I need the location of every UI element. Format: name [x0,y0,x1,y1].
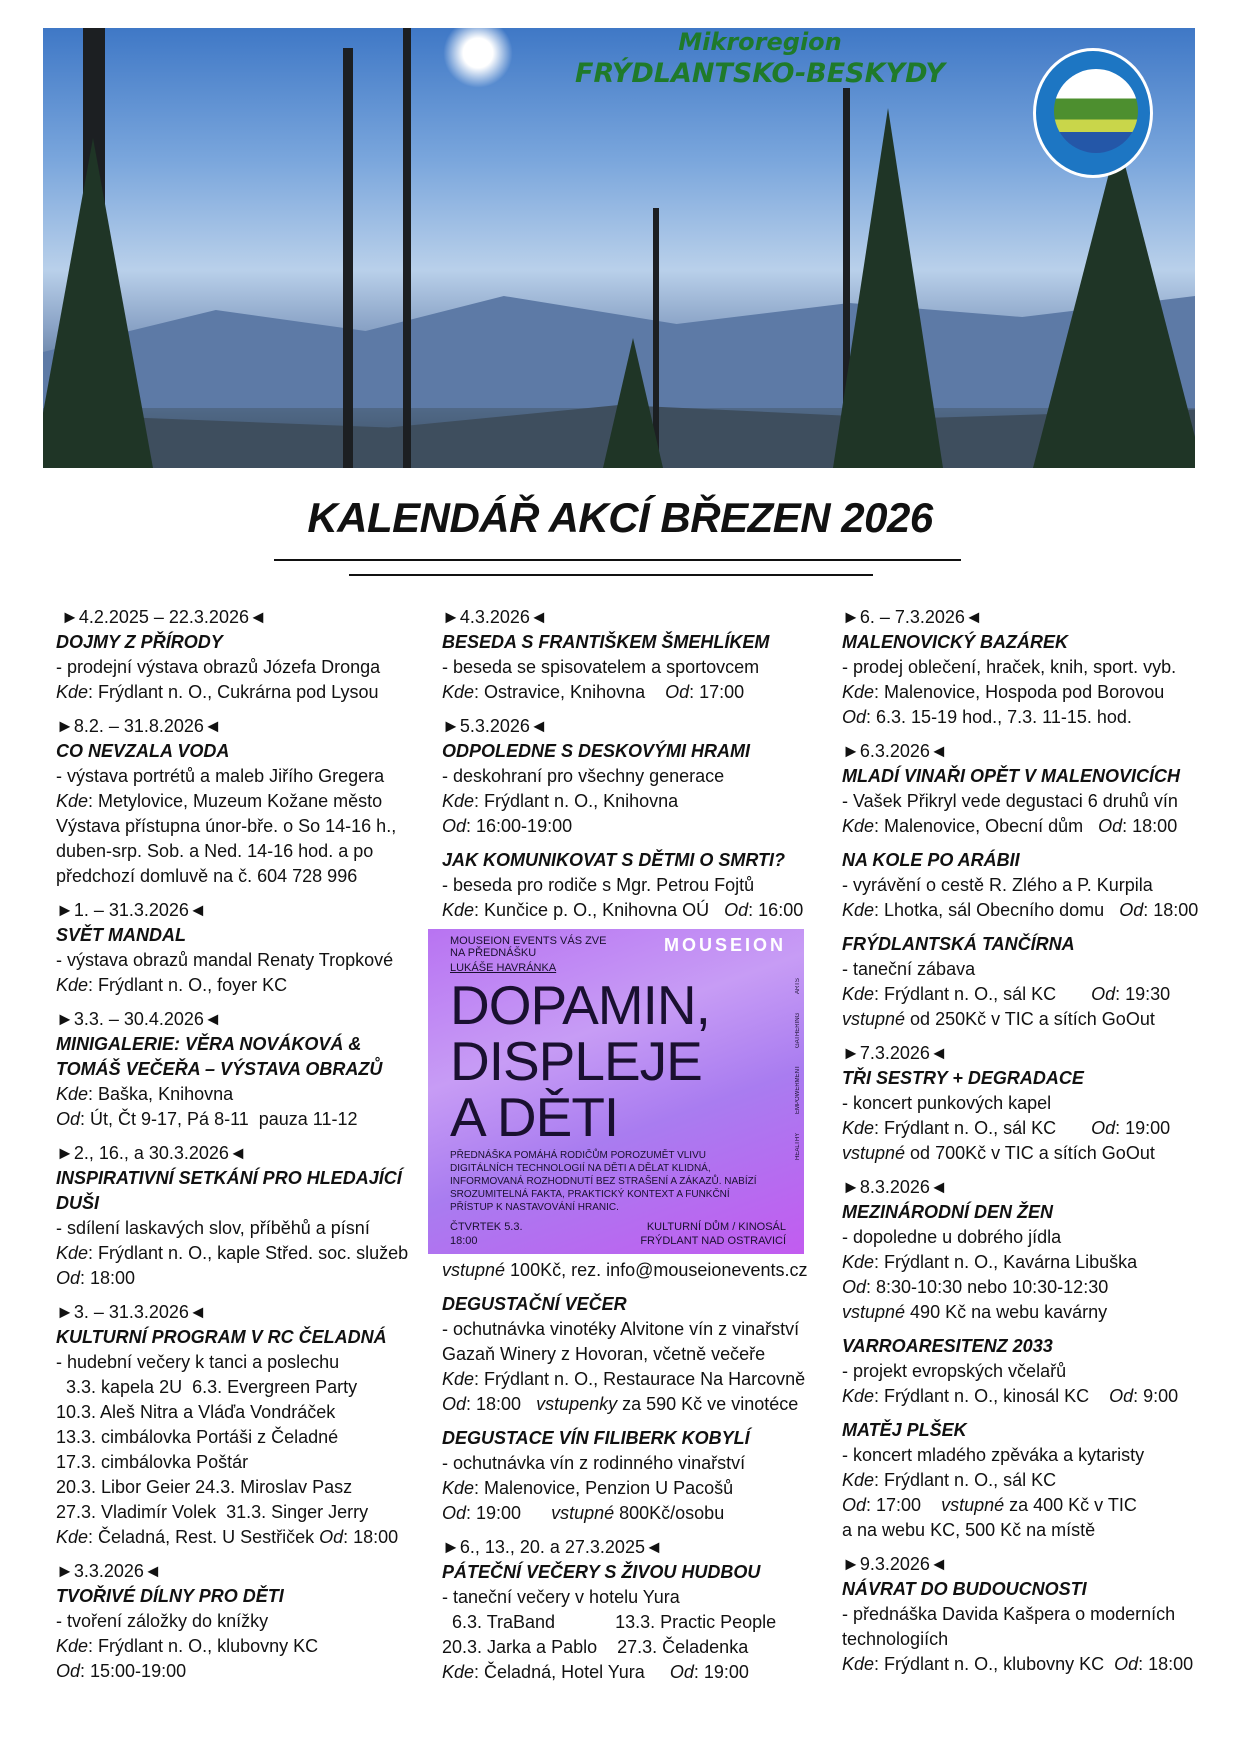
event-title: MATĚJ PLŠEK [842,1420,967,1440]
event-line [842,1468,1232,1493]
poster-speaker: LUKÁŠE HAVRÁNKA [450,962,557,974]
field-value: předchozí domluvě na č. 604 728 996 [56,866,358,886]
field-value: : Kunčice p. O., Knihovna OÚ [474,900,725,920]
field-value: - dopoledne u dobrého jídla [842,1227,1062,1247]
event-title: SVĚT MANDAL [56,925,186,945]
field-label: Kde [842,1654,875,1674]
poster-tag: HEALTHY [795,1132,801,1160]
event-line [842,1091,1232,1116]
header-banner-photo [43,28,1195,468]
event-title: DEGUSTAČNÍ VEČER [442,1294,627,1314]
field-label: Od [842,707,867,727]
field-value: : 19:00 [1115,1118,1171,1138]
event-line [442,1367,822,1392]
event-line [442,1585,822,1610]
event-line [56,814,426,839]
event-line [442,1451,822,1476]
field-value: : Ostravice, Knihovna [474,682,666,702]
field-value: : 19:00 [466,1503,552,1523]
event-line [442,789,822,814]
field-label: Kde [56,1527,89,1547]
event-line [442,680,822,705]
event-line [842,1225,1232,1250]
event-title: MLADÍ VINAŘI OPĚT V MALENOVICÍCH [842,766,1181,786]
event-date: ►7.3.2026◄ [842,1043,948,1063]
event-line [56,973,426,998]
field-value: - přednáška Davida Kašpera o moderních [842,1604,1176,1624]
event-item [842,1041,1232,1166]
field-value: : Frýdlant n. O., sál KC [874,984,1092,1004]
event-item [442,848,822,1283]
event-item [442,1292,822,1417]
field-value: : Čeladná, Rest. U Sestřiček [88,1527,320,1547]
event-line [442,898,822,923]
event-line [842,898,1232,923]
field-value: 490 Kč na webu kavárny [905,1302,1108,1322]
field-label: Kde [56,1636,89,1656]
field-value: 10.3. Aleš Nitra a Vláďa Vondráček [56,1402,336,1422]
field-value: 3.3. kapela 2U 6.3. Evergreen Party [56,1377,358,1397]
event-title: KULTURNÍ PROGRAM V RC ČELADNÁ [56,1327,387,1347]
field-label: Kde [842,900,875,920]
event-line [842,1443,1232,1468]
tree-trunk [343,48,353,468]
pine-tree [43,138,153,468]
events-column-1 [56,605,426,1693]
event-title: MEZINÁRODNÍ DEN ŽEN [842,1202,1053,1222]
event-line [56,1659,426,1684]
title-divider [274,559,961,561]
poster-bottom-row [450,1220,786,1248]
poster-venue: KULTURNÍ DŮM / KINOSÁL FRÝDLANT NAD OSTRAVICÍ [640,1221,786,1247]
field-value: za 400 Kč v TIC [1004,1495,1137,1515]
field-value: 13.3. cimbálovka Portáši z Čeladné [56,1427,339,1447]
field-value: : 18:00 [343,1527,399,1547]
field-label: Od [56,1661,81,1681]
poster-tag: GATHERING [795,1012,801,1048]
field-value: : 18:00 [1138,1654,1194,1674]
field-label: Kde [442,1478,475,1498]
field-value: : Út, Čt 9-17, Pá 8-11 pauza 11-12 [80,1109,358,1129]
field-value: : Frýdlant n. O., klubovny KC [874,1654,1115,1674]
field-value: - beseda se spisovatelem a sportovcem [442,657,760,677]
field-value: - vyrávění o cestě R. Zlého a P. Kurpila [842,875,1153,895]
field-value: od 700Kč v TIC a sítích GoOut [905,1143,1155,1163]
field-value: - projekt evropských včelařů [842,1361,1067,1381]
field-label: Od [1098,816,1123,836]
poster-invite: MOUSEION EVENTS VÁS ZVE NA PŘEDNÁŠKU [450,935,607,959]
event-item [842,1175,1232,1325]
event-date: ►6.3.2026◄ [842,741,948,761]
event-line [842,1518,1232,1543]
field-label: Od [56,1109,81,1129]
field-value: : 19:30 [1115,984,1171,1004]
event-date: ►9.3.2026◄ [842,1554,948,1574]
poster-date: ČTVRTEK 5.3. 18:00 [450,1221,523,1247]
field-value: - tvoření záložky do knížky [56,1611,269,1631]
event-item [842,1334,1232,1409]
event-line [56,789,426,814]
field-value: - sdílení laskavých slov, příběhů a písní [56,1218,370,1238]
event-title: BESEDA S FRANTIŠKEM ŠMEHLÍKEM [442,632,770,652]
field-value: - beseda pro rodiče s Mgr. Petrou Fojtů [442,875,755,895]
event-title: CO NEVZALA VODA [56,741,230,761]
field-value: : Malenovice, Penzion U Pacošů [474,1478,734,1498]
event-title: JAK KOMUNIKOVAT S DĚTMI O SMRTI? [442,850,786,870]
title-divider [349,574,873,576]
field-label: Kde [842,816,875,836]
poster-tag: ARTS [795,978,801,995]
field-label: Kde [842,1252,875,1272]
field-value: - prodej oblečení, hraček, knih, sport. vyb. [842,657,1177,677]
field-value: : Frýdlant n. O., kaple Střed. soc. služeb [88,1243,409,1263]
page-title: KALENDÁŘ AKCÍ BŘEZEN 2026 [307,494,933,541]
field-value: : Frýdlant n. O., klubovny KC [88,1636,319,1656]
sun [443,28,513,88]
event-title: INSPIRATIVNÍ SETKÁNÍ PRO HLEDAJÍCÍ DUŠI [56,1168,402,1213]
field-value: : Frýdlant n. O., Cukrárna pod Lysou [88,682,379,702]
event-line [842,1493,1232,1518]
field-value: - taneční večery v hotelu Yura [442,1587,680,1607]
field-value: - taneční zábava [842,959,976,979]
mikroregion-logo [1033,48,1153,178]
field-label: Od [1091,1118,1116,1138]
field-value: : 15:00-19:00 [80,1661,187,1681]
field-label: Kde [56,682,89,702]
event-date: ►2., 16., a 30.3.2026◄ [56,1143,247,1163]
field-label: Od [669,1662,694,1682]
field-value: - výstava obrazů mandal Renaty Tropkové [56,950,394,970]
event-line [56,1350,426,1375]
field-value: : 17:00 [689,682,745,702]
event-item [442,1535,822,1685]
field-label: Od [442,1394,467,1414]
field-label: Od [1091,984,1116,1004]
field-label: Od [1114,1654,1139,1674]
event-date: ►6. – 7.3.2026◄ [842,607,983,627]
event-line [842,1275,1232,1300]
field-value: : Malenovice, Obecní dům [874,816,1099,836]
event-line [56,1425,426,1450]
event-poster [428,929,804,1254]
field-value: - Vašek Přikryl vede degustaci 6 druhů vín [842,791,1178,811]
field-label: Od [665,682,690,702]
event-line [842,680,1232,705]
event-item [842,848,1232,923]
field-value: - ochutnávka vín z rodinného vinařství [442,1453,746,1473]
event-line [56,1609,426,1634]
event-line [56,1400,426,1425]
field-label: Od [319,1527,344,1547]
field-label: Od [442,1503,467,1523]
event-line [56,1475,426,1500]
event-line [56,1375,426,1400]
event-line [56,1450,426,1475]
event-item [842,1418,1232,1543]
field-value: : Metylovice, Muzeum Kožane město [88,791,383,811]
field-label: Kde [442,791,475,811]
field-value: : 8:30-10:30 nebo 10:30-12:30 [866,1277,1109,1297]
field-value: : Čeladná, Hotel Yura [474,1662,670,1682]
field-value: za 590 Kč ve vinotéce [617,1394,799,1414]
event-title: DOJMY Z PŘÍRODY [56,632,223,652]
field-value: 100Kč, rez. info@mouseionevents.cz [505,1260,808,1280]
event-item [842,605,1232,730]
field-value: : 16:00-19:00 [466,816,573,836]
poster-side-tags [786,969,801,1169]
field-value: od 250Kč v TIC a sítích GoOut [905,1009,1155,1029]
event-item [842,739,1232,839]
poster-headline: DOPAMIN, DISPLEJE A DĚTI [450,974,710,1148]
field-value: : 18:00 [1122,816,1178,836]
event-date: ►3. – 31.3.2026◄ [56,1302,207,1322]
field-value: - prodejní výstava obrazů Józefa Dronga [56,657,381,677]
event-line [56,948,426,973]
field-label: Kde [842,1386,875,1406]
field-value: : 16:00 [748,900,804,920]
field-value: : Lhotka, sál Obecního domu [874,900,1120,920]
event-line [842,814,1232,839]
event-line [842,957,1232,982]
event-item [842,932,1232,1032]
field-value: : Frýdlant n. O., sál KC [874,1118,1092,1138]
event-line [56,864,426,889]
field-value: - koncert punkových kapel [842,1093,1052,1113]
event-line [442,1317,822,1342]
field-value: : Malenovice, Hospoda pod Borovou [874,682,1165,702]
event-item [56,898,426,998]
event-date: ►8.3.2026◄ [842,1177,948,1197]
event-line [56,1634,426,1659]
events-column-2 [442,605,822,1694]
event-line [56,655,426,680]
field-value: duben-srp. Sob. a Ned. 14-16 hod. a po [56,841,374,861]
field-value: : Frýdlant n. O., Kavárna Libuška [874,1252,1138,1272]
field-value: : 9:00 [1133,1386,1179,1406]
event-item [56,605,426,705]
field-value: : 18:00 [466,1394,537,1414]
event-line [842,1602,1232,1627]
field-label: Kde [442,682,475,702]
event-item [842,1552,1232,1677]
event-line [56,839,426,864]
field-label: Od [724,900,749,920]
field-value: Výstava přístupna únor-bře. o So 14-16 h., [56,816,397,836]
event-line [842,1652,1232,1677]
field-label: Kde [56,791,89,811]
event-date: ►8.2. – 31.8.2026◄ [56,716,222,736]
field-label: vstupné [842,1302,906,1322]
event-title: NA KOLE PO ARÁBII [842,850,1020,870]
field-label: Kde [842,1118,875,1138]
event-title: VARROARESITENZ 2033 [842,1336,1053,1356]
event-line [842,1141,1232,1166]
event-line [56,764,426,789]
event-line [442,814,822,839]
poster-top-row [450,935,786,959]
event-line [842,1116,1232,1141]
field-value: : Frýdlant n. O., Knihovna [474,791,679,811]
field-value: - výstava portrétů a maleb Jiřího Gregera [56,766,385,786]
field-value: - koncert mladého zpěváka a kytaristy [842,1445,1145,1465]
event-title: FRÝDLANTSKÁ TANČÍRNA [842,934,1075,954]
field-label: vstupenky [536,1394,618,1414]
event-line [56,1082,426,1107]
event-line [56,1500,426,1525]
field-label: Od [442,816,467,836]
event-line [842,1250,1232,1275]
field-value: : Frýdlant n. O., kinosál KC [874,1386,1110,1406]
field-value: 20.3. Jarka a Pablo 27.3. Čeladenka [442,1637,749,1657]
event-line [842,789,1232,814]
field-value: : Frýdlant n. O., Restaurace Na Harcovně [474,1369,806,1389]
mountains [43,268,1195,408]
event-item [442,714,822,839]
event-line [842,1627,1232,1652]
field-label: Kde [842,682,875,702]
field-value: technologiích [842,1629,949,1649]
event-line [842,873,1232,898]
field-label: Kde [56,1084,89,1104]
event-line [56,680,426,705]
field-value: 17.3. cimbálovka Poštár [56,1452,249,1472]
event-line [56,1216,426,1241]
event-title: TVOŘIVÉ DÍLNY PRO DĚTI [56,1586,284,1606]
field-label: Od [56,1268,81,1288]
event-line [442,1610,822,1635]
field-label: Kde [442,1369,475,1389]
event-title: ODPOLEDNE S DESKOVÝMI HRAMI [442,741,751,761]
field-label: vstupné [842,1009,906,1029]
event-item [442,605,822,705]
event-title: MINIGALERIE: VĚRA NOVÁKOVÁ & TOMÁŠ VEČEŘA – VÝSTAVA OBRAZŮ [56,1034,383,1079]
event-line [442,1635,822,1660]
event-line [842,1007,1232,1032]
event-line [442,1476,822,1501]
banner-line-1: Mikroregion [678,28,842,56]
field-label: Od [842,1277,867,1297]
field-label: Kde [56,1243,89,1263]
event-line [442,1342,822,1367]
field-value: a na webu KC, 500 Kč na místě [842,1520,1096,1540]
event-line [842,655,1232,680]
field-value: : 18:00 [80,1268,136,1288]
event-date: ►4.2.2025 – 22.3.2026◄ [56,607,267,627]
tree-trunk [403,28,411,468]
field-value: : 19:00 [693,1662,749,1682]
event-line [842,982,1232,1007]
field-label: vstupné [842,1143,906,1163]
event-date: ►1. – 31.3.2026◄ [56,900,207,920]
field-value: : 18:00 [1143,900,1199,920]
event-item [56,1559,426,1684]
event-line [56,1266,426,1291]
field-value: 20.3. Libor Geier 24.3. Miroslav Pasz [56,1477,353,1497]
field-value: : Baška, Knihovna [88,1084,234,1104]
field-label: Kde [842,984,875,1004]
event-line [442,1258,822,1283]
event-item [56,714,426,889]
event-item [56,1300,426,1550]
banner-heading [520,28,1000,89]
event-line [442,1501,822,1526]
field-label: Kde [442,1662,475,1682]
event-title: PÁTEČNÍ VEČERY S ŽIVOU HUDBOU [442,1562,761,1582]
event-line [842,1359,1232,1384]
event-title: MALENOVICKÝ BAZÁREK [842,632,1069,652]
poster-brand: MOUSEION [663,935,786,955]
event-title: TŘI SESTRY + DEGRADACE [842,1068,1084,1088]
event-date: ►3.3.2026◄ [56,1561,162,1581]
event-date: ►5.3.2026◄ [442,716,548,736]
field-label: Kde [56,975,89,995]
field-label: Kde [442,900,475,920]
field-label: vstupné [442,1260,506,1280]
field-value: : Frýdlant n. O., sál KC [874,1470,1057,1490]
field-value: Gazaň Winery z Hovoran, včetně večeře [442,1344,766,1364]
field-value: 6.3. TraBand 13.3. Practic People [442,1612,777,1632]
field-value: 800Kč/osobu [614,1503,725,1523]
field-label: Od [1119,900,1144,920]
field-label: vstupné [551,1503,615,1523]
field-value: : 17:00 [866,1495,942,1515]
field-value: 27.3. Vladimír Volek 31.3. Singer Jerry [56,1502,369,1522]
field-value: - deskohraní pro všechny generace [442,766,725,786]
field-label: Od [842,1495,867,1515]
event-line [56,1525,426,1550]
event-date: ►4.3.2026◄ [442,607,548,627]
event-line [842,1384,1232,1409]
field-value: - ochutnávka vinotéky Alvitone vín z vinařství [442,1319,800,1339]
event-line [442,873,822,898]
event-line [842,1300,1232,1325]
banner-line-2: FRÝDLANTSKO-BESKYDY [575,58,945,89]
event-item [442,1426,822,1526]
event-line [442,1660,822,1685]
event-line [442,1392,822,1417]
event-line [56,1107,426,1132]
field-value: : Frýdlant n. O., foyer KC [88,975,288,995]
poster-tag: EMPOWERMENT [795,1065,801,1115]
events-column-3 [842,605,1232,1686]
event-date: ►6., 13., 20. a 27.3.2025◄ [442,1537,663,1557]
event-line [56,1241,426,1266]
field-label: Od [1109,1386,1134,1406]
event-date: ►3.3. – 30.4.2026◄ [56,1009,222,1029]
event-title: DEGUSTACE VÍN FILIBERK KOBYLÍ [442,1428,750,1448]
event-line [842,705,1232,730]
event-item [56,1141,426,1291]
event-line [442,655,822,680]
field-value: : 6.3. 15-19 hod., 7.3. 11-15. hod. [866,707,1132,727]
event-item [56,1007,426,1132]
event-line [442,764,822,789]
field-value: - hudební večery k tanci a poslechu [56,1352,340,1372]
poster-description: PŘEDNÁŠKA POMÁHÁ RODIČŮM POROZUMĚT VLIVU DIGITÁLNÍCH TECHNOLOGIÍ NA DĚTI A DĚLAT KLIDNÁ, INFORMOVANÁ ROZHODNUTÍ BEZ STRAŠENÍ A ZÁKAZŮ. NABÍZÍ SROZUMITELNÁ FAKTA, PRAKTICKÝ KONTEXT A FUNKČNÍ PŘÍSTUP K NASTAVOVÁNÍ HRANIC. [450,1150,757,1213]
field-label: Kde [842,1470,875,1490]
event-title: NÁVRAT DO BUDOUCNOSTI [842,1579,1087,1599]
field-label: vstupné [941,1495,1005,1515]
